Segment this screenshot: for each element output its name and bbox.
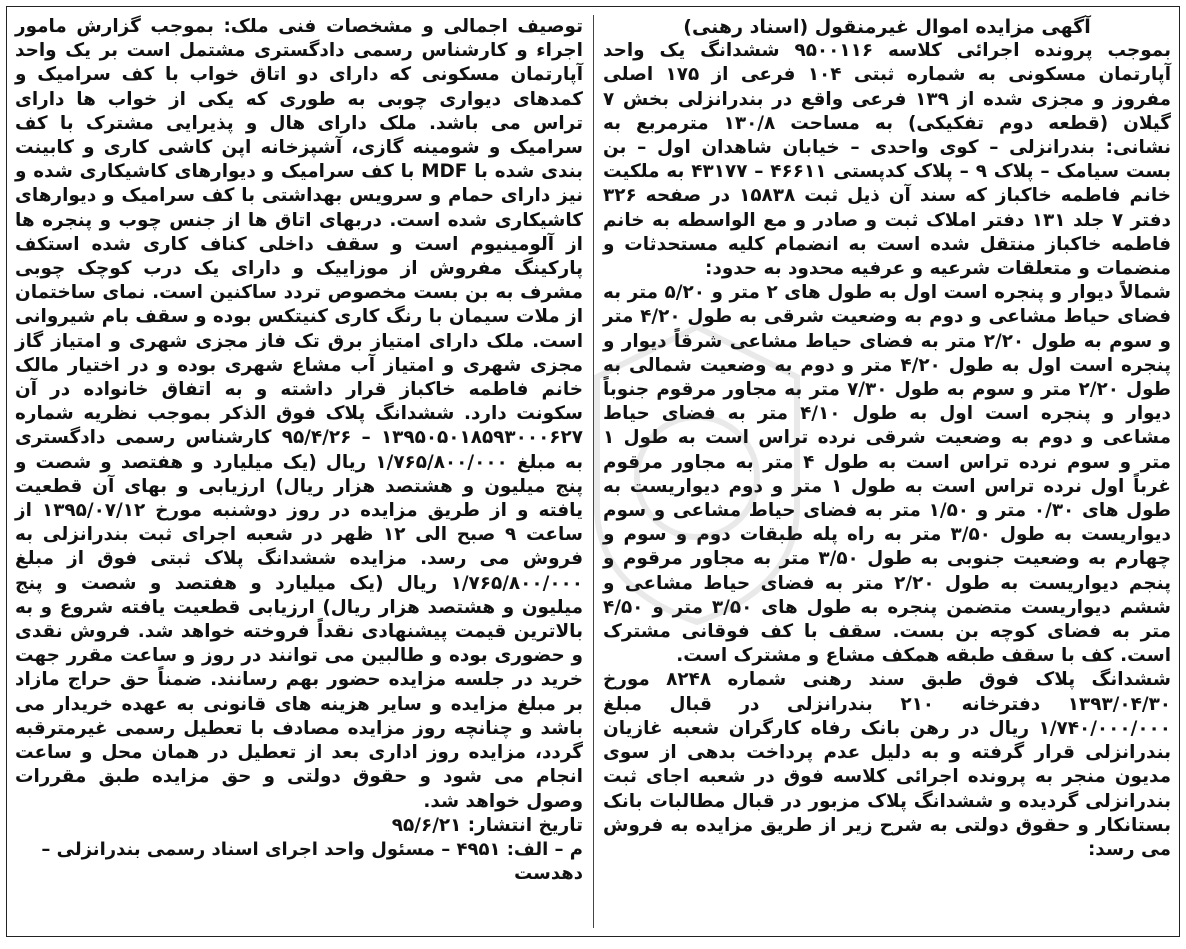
signature-line: م – الف: ۴۹۵۱ – مسئول واحد اجرای اسناد رسمی بندرانزلی – دهدست: [41, 838, 583, 885]
property-description-paragraph: بموجب پرونده اجرائی کلاسه ۹۵۰۰۱۱۶ ششدانگ یک واحد آپارتمان مسکونی به شماره ثبتی ۱۰۴ فرعی از ۱۷۵ اصلی مفروز و مجزی شده از ۱۳۹ فرعی واقع در بندرانزلی بخش ۷ گیلان (قطعه دوم تفکیکی) به مساحت ۱۳۰/۸ مترمربع به نشانی: بندرانزلی – کوی واحدی – خیابان شاهدان اول – بن بست سیامک – پلاک ۹ – پلاک کدپستی ۴۶۶۱۱ – ۴۳۱۷۷ به ملکیت خانم فاطمه خاکباز که سند آن ذیل ثبت ۱۵۸۳۸ در صفحه ۳۲۶ دفتر ۷ جلد ۱۳۱ دفتر املاک ثبت و صادر و مع الواسطه به خانم فاطمه خاکباز منتقل شده است به انضمام کلیه مستحدثات و منضمات و متعلقات شرعیه و عرفیه محدود به حدود:: [603, 40, 1171, 280]
notice-page: [6, 6, 1180, 937]
mortgage-paragraph: ششدانگ پلاک فوق طبق سند رهنی شماره ۸۲۴۸ مورخ ۱۳۹۳/۰۴/۳۰ دفترخانه ۲۱۰ بندرانزلی در قبال مبلغ ۱/۷۴۰/۰۰۰/۰۰۰ ریال در رهن بانک رفاه کارگران شعبه غازیان بندرانزلی قرار گرفته و به دلیل عدم پرداخت بدهی از سوی مدیون منجر به پرونده اجرائی کلاسه فوق در شعبه اجای ثبت بندرانزلی گردیده و ششدانگ پلاک مزبور در قبال مطالبات بانک بستانکار و حقوق دولتی به شرح زیر از طریق مزایده به فروش می رسد:: [603, 669, 1172, 860]
left-column: [15, 15, 583, 886]
notice-title: آگهی مزایده اموال غیرمنقول (اسناد رهنی): [683, 16, 1091, 38]
publication-date: تاریخ انتشار: ۹۵/۶/۲۱: [391, 814, 583, 836]
column-divider: [593, 15, 594, 928]
right-column: [603, 15, 1171, 862]
boundaries-paragraph: شمالاً دیوار و پنجره است اول به طول های ۲ متر و ۵/۲۰ متر به فضای حیاط مشاعی و دوم به وضعیت شرقی به طول ۴/۲۰ متر و سوم به طول ۲/۲۰ متر به فضای حیاط مشاعی شرقاً دیوار و پنجره است اول به طول ۴/۲۰ متر و دوم به وضعیت شمالی به طول ۲/۲۰ متر و سوم به طول ۷/۳۰ متر به مجاور مرقوم جنوباً دیوار و پنجره است اول به طول ۴/۱۰ متر به فضای حیاط مشاعی و دوم به وضعیت شرقی نرده تراس است به طول ۱ متر و سوم نرده تراس است به طول ۴ متر به مجاور مرقوم غرباً اول نرده تراس است به طول ۱ متر و دوم دیواریست به طول های ۰/۳۰ متر و ۱/۵۰ متر به فضای حیاط مشاعی و سوم دیواریست به طول ۳/۵۰ متر به راه پله طبقات دوم و سوم و چهارم به وضعیت جنوبی به طول ۳/۵۰ متر به مجاور مرقوم و پنجم دیواریست به طول ۲/۲۰ متر به فضای حیاط مشاعی و ششم دیواریست متضمن پنجره به طول های ۳/۵۰ متر و ۴/۵۰ متر به فضای کوچه بن بست. سقف با کف فوقانی مشترک است. کف با سقف طبقه همکف مشاع و مشترک است.: [603, 282, 1172, 667]
technical-description-paragraph: توصیف اجمالی و مشخصات فنی ملک: بموجب گزارش مامور اجراء و کارشناس رسمی دادگستری مشتمل است بر یک واحد آپارتمان مسکونی که دارای دو اتاق خواب با کف سرامیک و کمدهای دیواری چوبی به طوری که یکی از خواب ها دارای تراس می باشد. ملک دارای هال و پذیرایی مشترک با کف سرامیک و شومینه گازی، آشپزخانه اپن کاشی کاری و کابینت بندی شده با MDF با کف سرامیک و دیوارهای کاشیکاری شده و نیز دارای حمام و سرویس بهداشتی با کف سرامیک و دیوارهای کاشیکاری شده است. دربهای اتاق ها از جنس چوب و پنجره ها از آلومینیوم است و سقف داخلی کناف کاری شده استکف پارکینگ مفروش از موزاییک و دارای یک درب کوچک چوبی مشرف به بن بست مخصوص تردد ساکنین است. نمای ساختمان از ملات سیمان با رنگ کاری کنیتکس بوده و سقف بام شیروانی است. ملک دارای امتیاز برق تک فاز مجزی شهری و امتیاز گاز مجزی شهری و امتیاز آب مشاع شهری بوده و در اختیار مالک خانم فاطمه خاکباز قرار داشته و به اتفاق خانواده در آن سکونت دارد. ششدانگ پلاک فوق الذکر بموجب نظریه شماره ۱۳۹۵۰۵۰۱۸۵۹۳۰۰۰۶۲۷ – ۹۵/۴/۲۶ کارشناس رسمی دادگستری به مبلغ ۱/۷۶۵/۸۰۰/۰۰۰ ریال (یک میلیارد و هفتصد و شصت و پنج میلیون و هشتصد هزار ریال) ارزیابی و بهای آن قطعیت یافته و از طریق مزایده در روز دوشنبه مورخ ۱۳۹۵/۰۷/۱۲ از ساعت ۹ صبح الی ۱۲ ظهر در شعبه اجرای ثبت بندرانزلی به فروش می رسد. مزایده ششدانگ پلاک ثبتی فوق از مبلغ ۱/۷۶۵/۸۰۰/۰۰۰ ریال (یک میلیارد و هفتصد و شصت و پنج میلیون و هشتصد هزار ریال) ارزیابی قطعیت یافته شروع و به بالاترین قیمت پیشنهادی نقداً فروخته خواهد شد. فروش نقدی و حضوری بوده و طالبین می توانند در روز و ساعت مقرر جهت خرید در جلسه مزایده حضور بهم رسانند. ضمناً حق حراج مازاد بر مبلغ مزایده و سایر هزینه های قانونی به عهده خریدار می باشد و چنانچه روز مزایده مصادف با تعطیل رسمی غیرمترقبه گردد، مزایده روز اداری بعد از تعطیل در همان محل و ساعت انجام می شود و حقوق دولتی و حق مزایده طبق مقررات وصول خواهد شد.: [15, 16, 584, 812]
